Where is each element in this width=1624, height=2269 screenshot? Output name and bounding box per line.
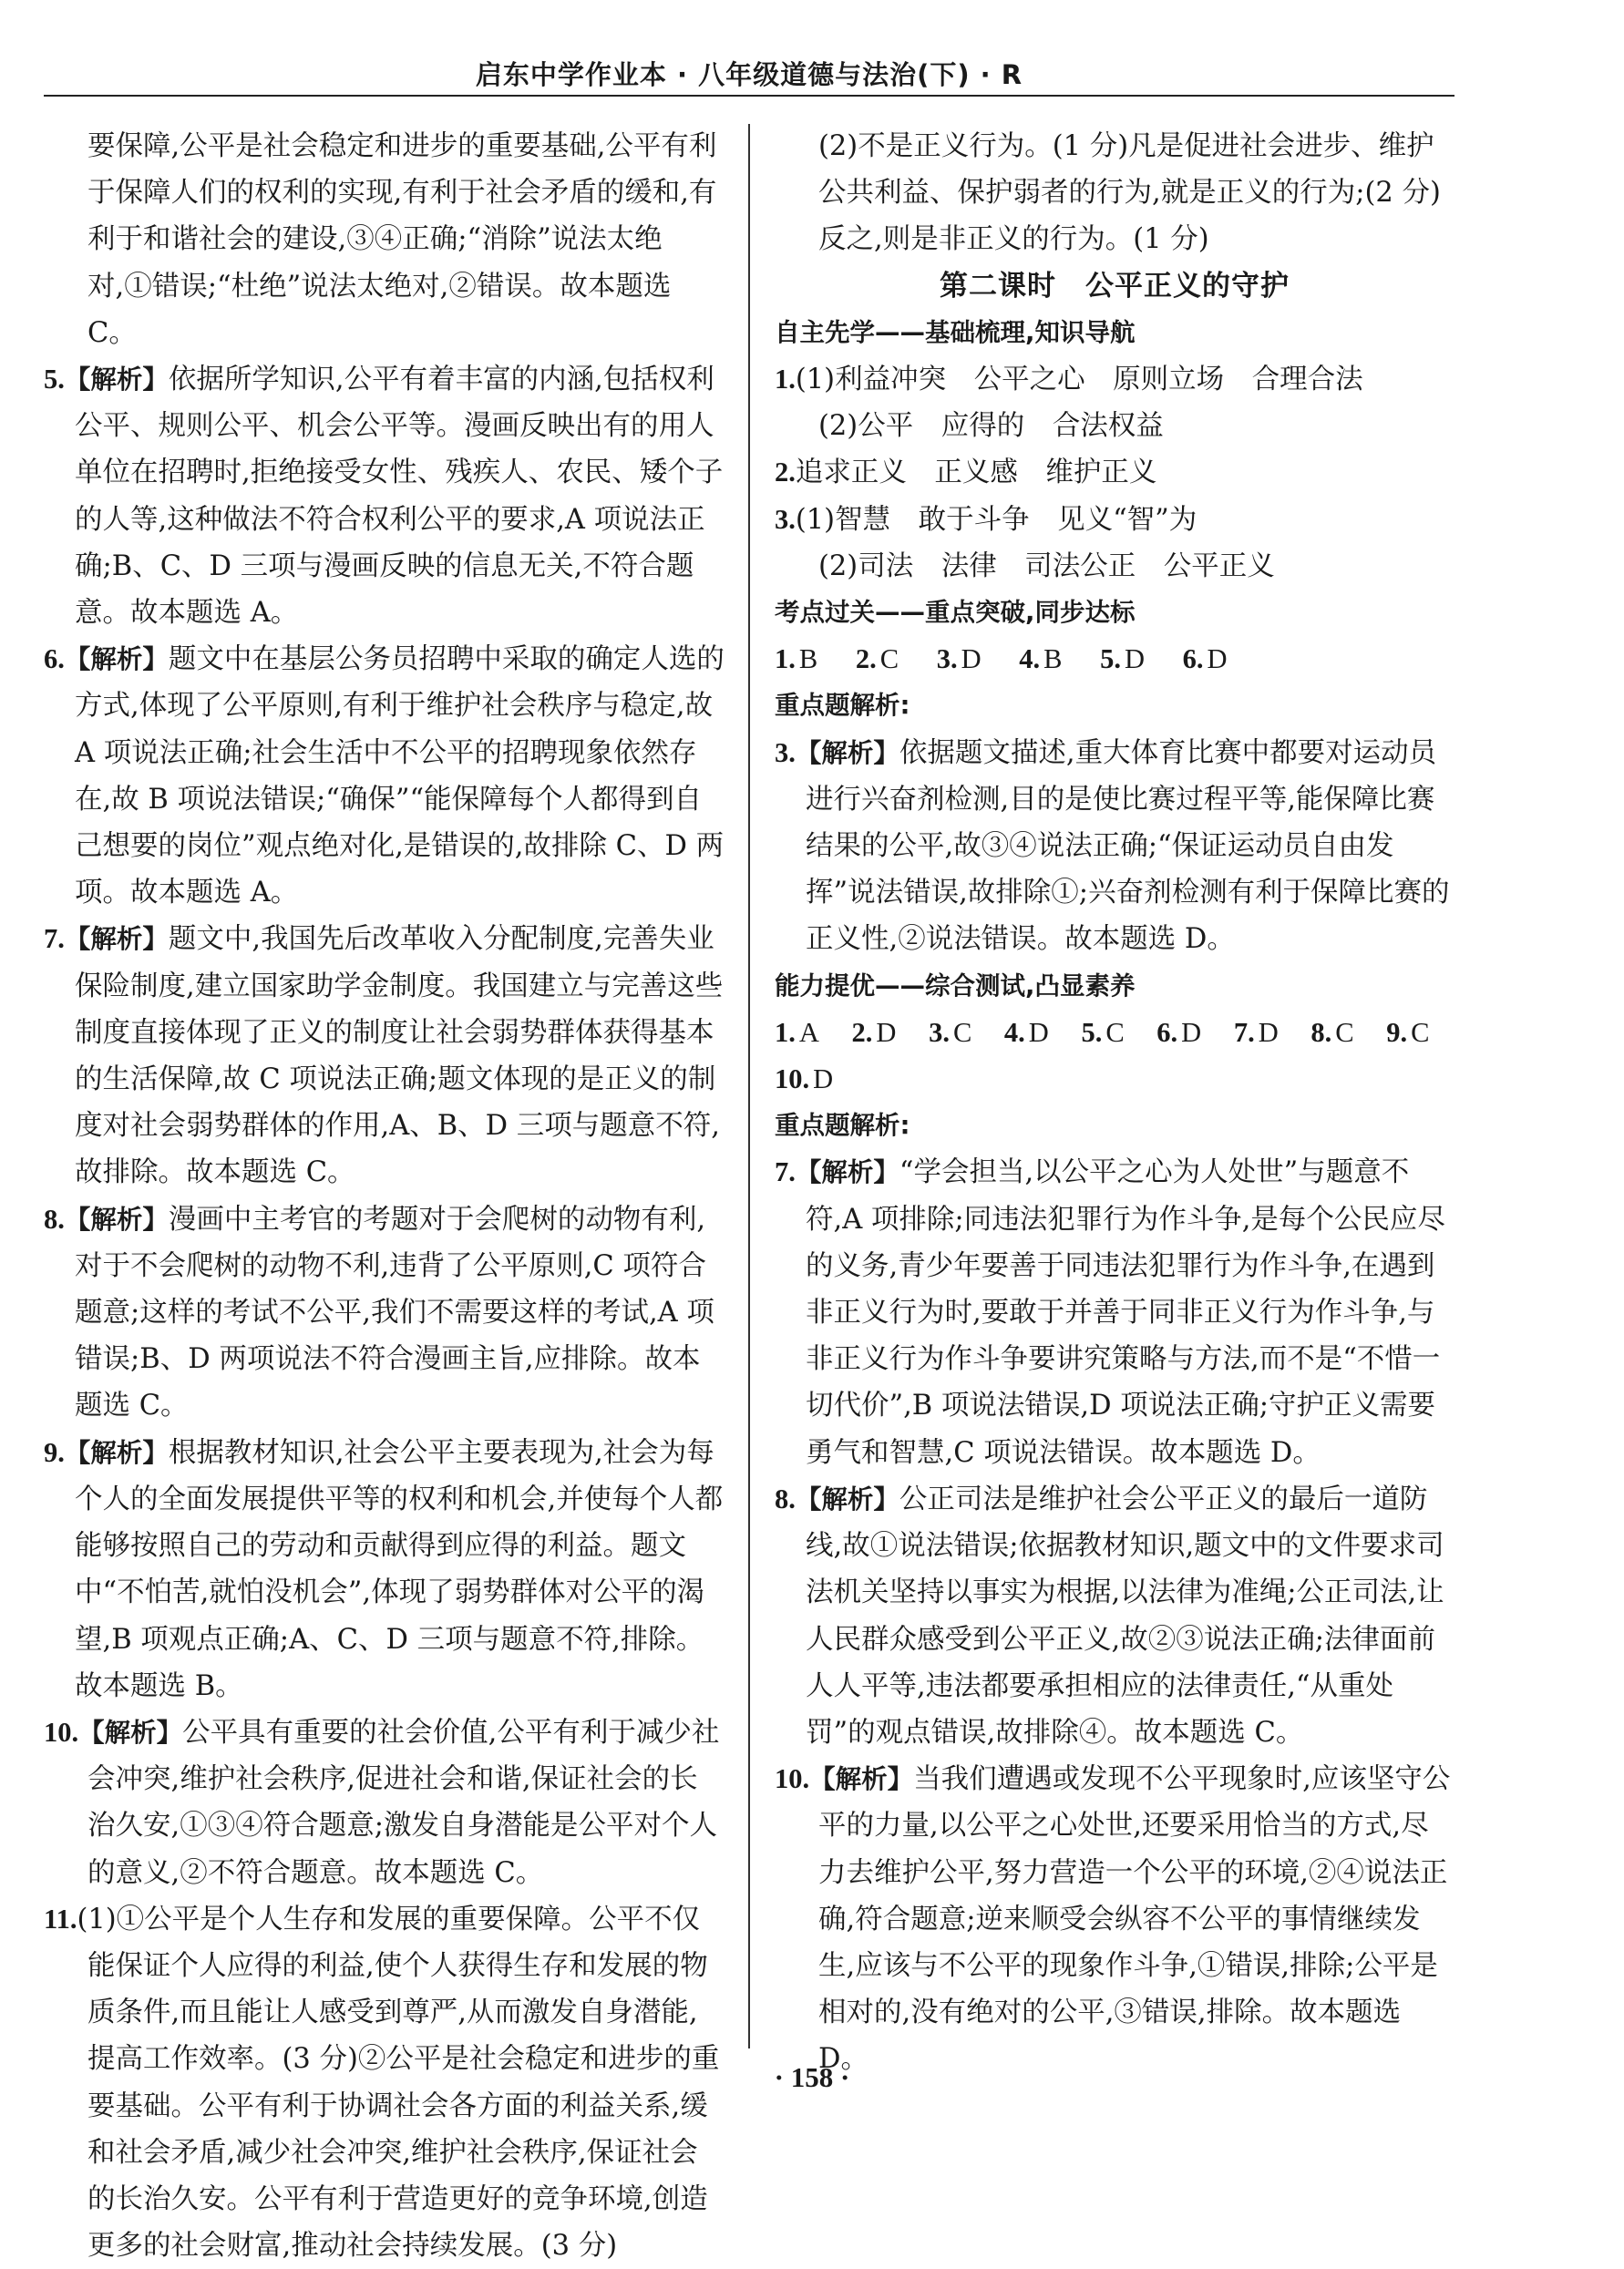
analysis-item-9	[44, 1430, 725, 1709]
analysis-text: 依据所学知识,公平有着丰富的内涵,包括权利公平、规则公平、机会公平等。漫画反映出有的用人单位在招聘时,拒绝接受女性、残疾人、农民、矮个子的人等,这种做法不符合权利公平的要求,A 项说法正确;B、C、D 三项与漫画反映的信息无关,不符合题意。故本题选 A。	[75, 364, 724, 630]
answer-letter: D	[961, 643, 982, 675]
basic-line: (1)智慧 敢于斗争 见义“智”为	[795, 503, 1197, 536]
answer-number: 5.	[1081, 1016, 1103, 1048]
item-number: 8.	[44, 1203, 65, 1235]
item-number: 3.	[775, 736, 796, 768]
analysis-text: “学会担当,以公平之心为人处世”与题意不符,A 项排除;同违法犯罪行为作斗争,是每个公民应尽的义务,青少年要善于同违法犯罪行为作斗争,在遇到非正义行为时,要敢于并善于同非正义行为作斗争,与非正义行为作斗争要讲究策略与方法,而不是“不惜一切代价”,B 项说法错误,D 项说法正确;守护正义需要勇气和智慧,C 项说法错误。故本题选 D。	[806, 1156, 1445, 1469]
subheading-self-study: 自主先学——基础梳理,知识导航	[775, 317, 1136, 347]
running-header: 启东中学作业本 · 八年级道德与法治(下) · R	[475, 59, 1023, 90]
subheading-ability: 能力提优——综合测试,凸显素养	[775, 970, 1136, 1001]
continued-paragraph: 要保障,公平是社会稳定和进步的重要基础,公平有利于保障人们的权利的实现,有利于社会矛盾的缓和,有利于和谐社会的建设,③④正确;“消除”说法太绝对,①错误;“杜绝”说法太绝对,②错误。故本题选 C。	[87, 130, 717, 349]
analysis-item-8	[44, 1196, 725, 1430]
key-analysis-label: 重点题解析:	[775, 1111, 910, 1141]
analysis-tag: 【解析】	[795, 737, 899, 768]
answer-number: 3.	[929, 1016, 950, 1048]
subheading-checkpoint: 考点过关——重点突破,同步达标	[775, 598, 1136, 628]
basic-item-1-line2: (2)公平 应得的 合法权益	[818, 410, 1164, 443]
analysis-text: 当我们遭遇或发现不公平现象时,应该坚守公平的力量,以公平之心处世,还要采用恰当的方式,尽力去维护公平,努力营造一个公平的环境,②④说法正确,符合题意;逆来顺受会纵容不公平的事情继续发生,应该与不公平的现象作斗争,①错误,排除;公平是相对的,没有绝对的公平,③错误,排除。故本题选 D。	[818, 1763, 1451, 2076]
basic-item-3-line2: (2)司法 法律 司法公正 公平正义	[818, 549, 1275, 582]
analysis-tag: 【解析】	[809, 1764, 914, 1795]
answer-letter: C	[952, 1016, 972, 1048]
analysis-tag: 【解析】	[795, 1484, 899, 1514]
item-number: 10.	[44, 1716, 79, 1748]
item-number: 2.	[775, 457, 796, 488]
item-number: 5.	[44, 364, 65, 395]
answer-letter: D	[876, 1016, 897, 1048]
answer-number: 7.	[1233, 1016, 1255, 1048]
page-number: · 158 ·	[774, 2061, 850, 2093]
analysis-tag: 【解析】	[64, 924, 169, 955]
analysis-item-7-right	[775, 1149, 1454, 1475]
analysis-item-7	[44, 916, 725, 1196]
answer-number: 6.	[1156, 1016, 1178, 1048]
analysis-tag: 【解析】	[795, 1157, 899, 1188]
answer-number: 5.	[1100, 643, 1121, 675]
analysis-tag: 【解析】	[64, 1437, 169, 1468]
answer-text: (1)①公平是个人生存和发展的重要保障。公平不仅能保证个人应得的利益,使个人获得生存和发展的物质条件,而且能让人感受到尊严,从而激发自身潜能,提高工作效率。(3 分)②公平是社会稳定和进步的重要基础。公平有利于协调社会各方面的利益关系,缓和社会矛盾,减少社会冲突,维护社会秩序,保证社会的长治久安。公平有利于营造更好的竞争环境,创造更多的社会财富,推动社会持续发展。(3 分)	[77, 1903, 720, 2263]
analysis-tag: 【解析】	[64, 1204, 169, 1235]
continued-answer: (2)不是正义行为。(1 分)凡是促进社会进步、维护公共利益、保护弱者的行为,就是正义的行为;(2 分)反之,则是非正义的行为。(1 分)	[818, 130, 1441, 256]
item-number: 11.	[44, 1903, 77, 1935]
answer-key-row-2	[775, 1010, 1454, 1056]
analysis-tag: 【解析】	[64, 644, 169, 675]
answer-number: 6.	[1182, 643, 1204, 675]
analysis-item-10	[44, 1709, 725, 1896]
column-divider	[748, 124, 750, 2048]
left-column	[44, 123, 725, 2269]
analysis-item-10-right	[775, 1756, 1454, 2082]
answer-number: 2.	[855, 643, 877, 675]
answer-letter: D	[1124, 643, 1145, 675]
analysis-item-3	[775, 730, 1454, 963]
answer-number: 9.	[1386, 1016, 1408, 1048]
item-number: 6.	[44, 643, 65, 675]
analysis-item-5	[44, 356, 725, 636]
answer-number: 1.	[775, 1016, 796, 1048]
answer-number: 4.	[1003, 1016, 1025, 1048]
answer-number: 8.	[1311, 1016, 1332, 1048]
analysis-tag: 【解析】	[78, 1717, 183, 1748]
answer-letter: C	[1335, 1016, 1354, 1048]
item-number: 9.	[44, 1436, 65, 1468]
item-number: 8.	[775, 1483, 796, 1514]
answer-letter: C	[1411, 1016, 1430, 1048]
answer-number: 10.	[775, 1063, 810, 1095]
answer-letter: B	[798, 643, 818, 675]
answer-letter: D	[1258, 1016, 1279, 1048]
key-analysis-label: 重点题解析:	[775, 691, 910, 721]
answer-number: 1.	[775, 643, 796, 675]
section-title: 第二课时 公平正义的守护	[940, 269, 1290, 303]
answer-number: 4.	[1019, 643, 1041, 675]
answer-letter: D	[1028, 1016, 1049, 1048]
header-rule	[44, 95, 1454, 97]
analysis-text: 根据教材知识,社会公平主要表现为,社会为每个人的全面发展提供平等的权利和机会,并使每个人都能够按照自己的劳动和贡献得到应得的利益。题文中“不怕苦,就怕没机会”,体现了弱势群体对公平的渴望,B 项观点正确;A、C、D 三项与题意不符,排除。故本题选 B。	[75, 1436, 724, 1702]
item-number: 7.	[775, 1156, 796, 1188]
answer-letter: A	[798, 1016, 819, 1048]
answer-letter: D	[1207, 643, 1228, 675]
answer-letter: D	[813, 1063, 834, 1095]
answer-letter: D	[1181, 1016, 1202, 1048]
analysis-item-8-right	[775, 1476, 1454, 1756]
answer-letter: B	[1043, 643, 1063, 675]
basic-item-2	[775, 449, 1454, 496]
right-column	[775, 123, 1454, 2083]
item-number: 7.	[44, 923, 65, 955]
answer-key-row-1	[775, 636, 1454, 683]
analysis-tag: 【解析】	[64, 364, 169, 395]
analysis-text: 公平具有重要的社会价值,公平有利于减少社会冲突,维护社会秩序,促进社会和谐,保证社会的长治久安,①③④符合题意;激发自身潜能是公平对个人的意义,②不符合题意。故本题选 C。	[87, 1716, 720, 1889]
answer-letter: C	[1105, 1016, 1125, 1048]
analysis-text: 题文中在基层公务员招聘中采取的确定人选的方式,体现了公平原则,有利于维护社会秩序与稳定,故 A 项说法正确;社会生活中不公平的招聘现象依然存在,故 B 项说法错误;“确保”“能保障每个人都得到自己想要的岗位”观点绝对化,是错误的,故排除 C、D 两项。故本题选 A。	[75, 643, 725, 909]
analysis-text: 依据题文描述,重大体育比赛中都要对运动员进行兴奋剂检测,目的是使比赛过程平等,能保障比赛结果的公平,故③④说法正确;“保证运动员自由发挥”说法错误,故排除①;兴奋剂检测有利于保障比赛的正义性,②说法错误。故本题选 D。	[806, 736, 1450, 956]
analysis-text: 题文中,我国先后改革收入分配制度,完善失业保险制度,建立国家助学金制度。我国建立与完善这些制度直接体现了正义的制度让社会弱势群体获得基本的生活保障,故 C 项说法正确;题文体现的是正义的制度对社会弱势群体的作用,A、B、D 三项与题意不符,故排除。故本题选 C。	[75, 923, 724, 1189]
answer-letter: C	[879, 643, 899, 675]
basic-item-3	[775, 497, 1454, 543]
item-number: 3.	[775, 503, 796, 535]
basic-line: 追求正义 正义感 维护正义	[795, 457, 1157, 489]
basic-line: (1)利益冲突 公平之心 原则立场 合理合法	[795, 364, 1363, 396]
analysis-text: 漫画中主考官的考题对于会爬树的动物有利,对于不会爬树的动物不利,违背了公平原则,C 项符合题意;这样的考试不公平,我们不需要这样的考试,A 项错误;B、D 两项说法不符合漫画主旨,应排除。故本题选 C。	[75, 1203, 714, 1422]
basic-item-1	[775, 356, 1454, 403]
analysis-item-6	[44, 636, 725, 916]
item-number: 10.	[775, 1763, 810, 1795]
answer-key-row-3	[775, 1056, 1454, 1103]
answer-number: 2.	[851, 1016, 873, 1048]
item-number: 1.	[775, 364, 796, 395]
analysis-text: 公正司法是维护社会公平正义的最后一道防线,故①说法错误;依据教材知识,题文中的文件要求司法机关坚持以事实为根据,以法律为准绳;公正司法,让人民群众感受到公平正义,故②③说法正确;法律面前人人平等,违法都要承担相应的法律责任,“从重处罚”的观点错误,故排除④。故本题选 C。	[806, 1483, 1444, 1749]
answer-number: 3.	[936, 643, 958, 675]
